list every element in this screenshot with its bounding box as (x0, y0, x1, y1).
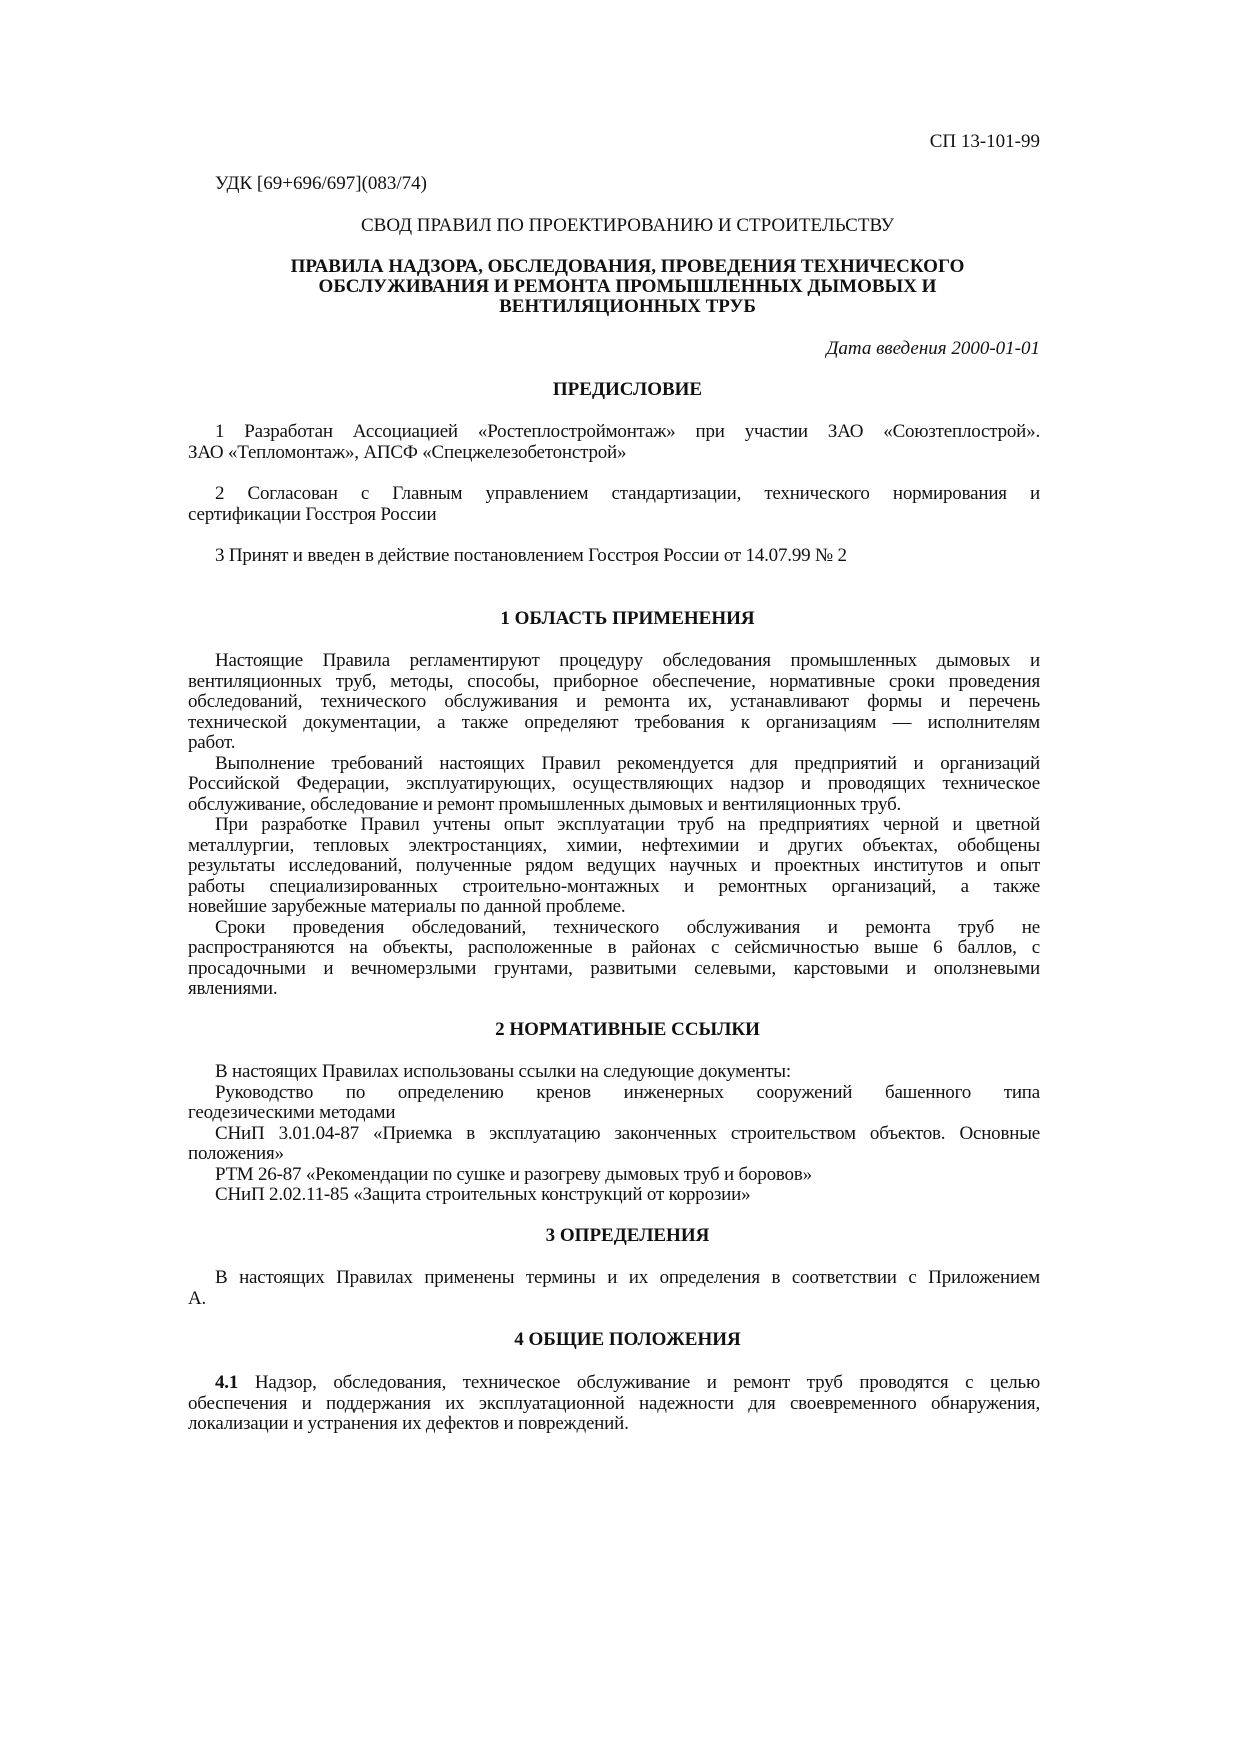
paragraph (188, 1124, 1040, 1165)
section-body (188, 1373, 1040, 1435)
paragraph-line: обеспечения и поддержания их эксплуатационной надежности для своевременного обнаружения, (188, 1392, 1040, 1414)
paragraph-line: распространяются на объекты, расположенные в районах с сейсмичностью выше 6 баллов, с (188, 937, 1040, 958)
paragraph-line: обследований, технического обслуживания и ремонта их, устанавливают формы и перечень (188, 691, 1040, 712)
paragraph-line: обслуживание, обследование и ремонт промышленных дымовых и вентиляционных труб. (188, 793, 902, 815)
paragraph-line: А. (188, 1287, 207, 1309)
paragraph (188, 918, 1040, 1000)
clause-number: 4.1 (215, 1372, 239, 1393)
paragraph (188, 1373, 1040, 1435)
paragraph (188, 1062, 1040, 1083)
paragraph (188, 815, 1040, 918)
paragraph-line: Сроки проведения обследований, технического обслуживания и ремонта труб не (215, 916, 1040, 938)
preface-paragraph (188, 422, 1040, 463)
paragraph-line: СНиП 3.01.04-87 «Приемка в эксплуатацию законченных строительством объектов. Основные (215, 1122, 1040, 1144)
paragraph-line: металлургии, тепловых электростанциях, химии, нефтехимии и других объектах, обобщены (188, 834, 1040, 856)
section-heading: 1 ОБЛАСТЬ ПРИМЕНЕНИЯ (500, 608, 755, 629)
paragraph-line: СНиП 2.02.11-85 «Защита строительных конструкций от коррозии» (215, 1184, 751, 1205)
paragraph-line: В настоящих Правилах использованы ссылки на следующие документы: (215, 1061, 791, 1082)
paragraph-line: 2 Согласован с Главным управлением стандартизации, технического нормирования и (215, 483, 1040, 504)
paragraph-line: технической документации, а также определяют требования к организациям — исполнителям (188, 711, 1040, 733)
document-title (215, 257, 1040, 317)
preface-paragraph (188, 546, 1040, 567)
paragraph-line: просадочными и вечномерзлыми грунтами, развитыми селевыми, карстовыми и оползневыми (188, 957, 1040, 979)
paragraph (188, 651, 1040, 754)
paragraph-line: локализации и устранения их дефектов и повреждений. (188, 1413, 629, 1434)
paragraph-line: Российской Федерации, эксплуатирующих, осуществляющих надзор и проводящих техническое (188, 773, 1040, 794)
paragraph-line: Настоящие Правила регламентируют процедуру обследования промышленных дымовых и (215, 650, 1040, 671)
section-heading: 3 ОПРЕДЕЛЕНИЯ (545, 1225, 710, 1246)
preface-paragraph (188, 484, 1040, 525)
paragraph-line: РТМ 26-87 «Рекомендации по сушке и разогреву дымовых труб и боровов» (215, 1163, 812, 1185)
paragraph-line: работ. (188, 732, 236, 753)
paragraph-line: При разработке Правил учтены опыт эксплуатации труб на предприятиях черной и цветной (215, 814, 1040, 835)
title-line: ПРАВИЛА НАДЗОРА, ОБСЛЕДОВАНИЯ, ПРОВЕДЕНИЯ ТЕХНИЧЕСКОГО (290, 256, 965, 277)
paragraph-line: ЗАО «Тепломонтаж», АПСФ «Спецжелезобетонстрой» (188, 441, 627, 463)
paragraph-line (188, 1373, 1040, 1394)
section-heading: 4 ОБЩИЕ ПОЛОЖЕНИЯ (514, 1329, 741, 1350)
paragraph (188, 1083, 1040, 1124)
paragraph-line: работы специализированных строительно-монтажных и ремонтных организаций, а также (188, 875, 1040, 897)
udk-code: УДК [69+696/697](083/74) (215, 173, 427, 194)
paragraph-line: Выполнение требований настоящих Правил рекомендуется для предприятий и организаций (215, 752, 1040, 774)
paragraph (188, 754, 1040, 816)
paragraph-line: 3 Принят и введен в действие постановлением Госстроя России от 14.07.99 № 2 (215, 545, 847, 566)
paragraph-line: сертификации Госстроя России (188, 503, 437, 525)
paragraph-line: новейшие зарубежные материалы по данной проблеме. (188, 896, 626, 917)
title-line: ОБСЛУЖИВАНИЯ И РЕМОНТА ПРОМЫШЛЕННЫХ ДЫМОВЫХ И (318, 276, 937, 297)
preface-heading: ПРЕДИСЛОВИЕ (552, 379, 703, 400)
section-body (188, 1062, 1040, 1206)
introduction-date: Дата введения 2000-01-01 (826, 338, 1040, 359)
paragraph (188, 1165, 1040, 1186)
paragraph (188, 1185, 1040, 1206)
paragraph-line: геодезическими методами (188, 1102, 396, 1123)
paragraph-line: В настоящих Правилах применены термины и их определения в соответствии с Приложением (215, 1267, 1040, 1288)
paragraph-line: вентиляционных труб, методы, способы, приборное обеспечение, нормативные сроки проведения (188, 670, 1040, 692)
paragraph-line: Руководство по определению кренов инженерных сооружений башенного типа (215, 1081, 1040, 1103)
paragraph-line: 1 Разработан Ассоциацией «Ростеплостроймонтаж» при участии ЗАО «Союзтеплострой». (215, 421, 1040, 442)
series-title: СВОД ПРАВИЛ ПО ПРОЕКТИРОВАНИЮ И СТРОИТЕЛЬСТВУ (360, 215, 895, 236)
paragraph-line: положения» (188, 1143, 284, 1164)
title-line: ВЕНТИЛЯЦИОННЫХ ТРУБ (499, 296, 756, 317)
section-body (188, 1268, 1040, 1309)
paragraph (188, 1268, 1040, 1309)
line-text: Надзор, обследования, техническое обслуживание и ремонт труб проводятся с целью (254, 1372, 1040, 1393)
section-body (188, 651, 1040, 1000)
section-heading: 2 НОРМАТИВНЫЕ ССЫЛКИ (495, 1019, 760, 1040)
paragraph-line: явлениями. (188, 978, 278, 999)
document-code: СП 13-101-99 (929, 131, 1040, 152)
paragraph-line: результаты исследований, полученные рядом ведущих научных и проектных институтов и опыт (188, 855, 1040, 876)
